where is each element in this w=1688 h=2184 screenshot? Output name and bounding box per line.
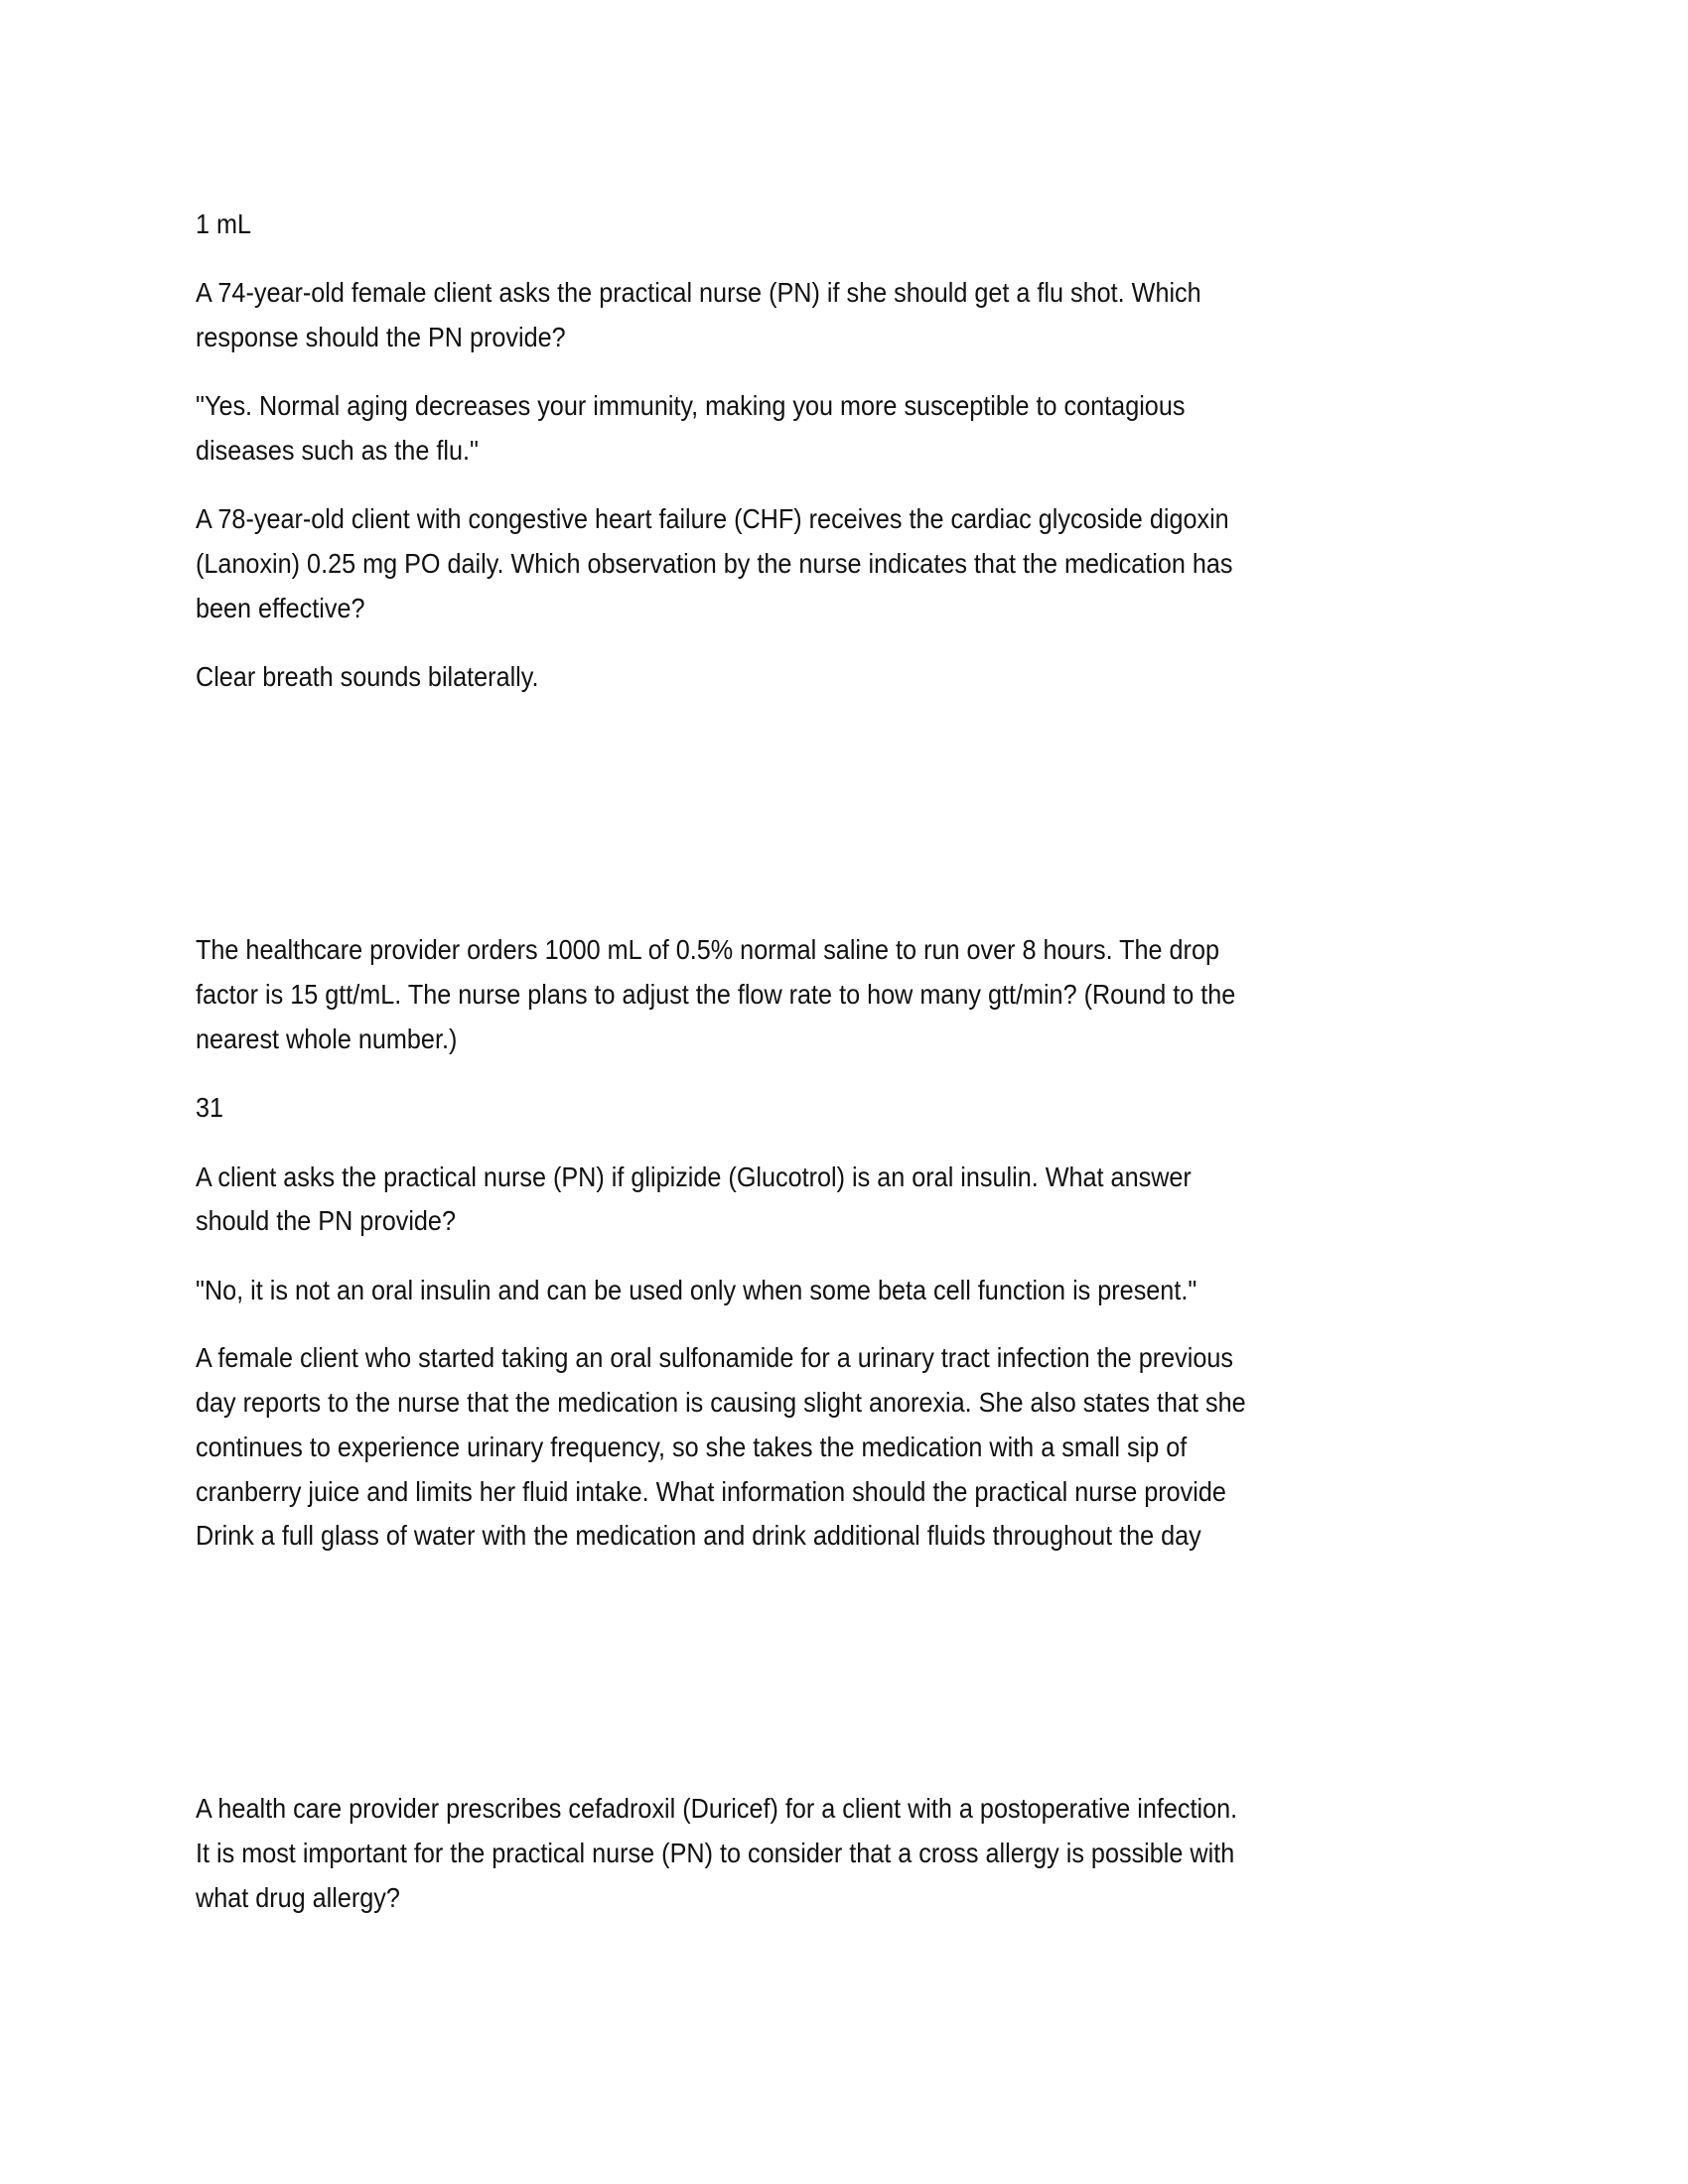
text-line: 1 mL xyxy=(196,208,252,239)
text-line: Clear breath sounds bilaterally. xyxy=(196,661,539,692)
text-line: what drug allergy? xyxy=(196,1882,400,1913)
text-line: continues to experience urinary frequency, so she takes the medication with a small sip of xyxy=(196,1432,1188,1462)
text-line: Drink a full glass of water with the medication and drink additional fluids throughout the day xyxy=(196,1520,1201,1551)
text-line: been effective? xyxy=(196,593,365,623)
text-line: (Lanoxin) 0.25 mg PO daily. Which observation by the nurse indicates that the medication has xyxy=(196,548,1233,579)
text-line: A female client who started taking an oral sulfonamide for a urinary tract infection the previous xyxy=(196,1342,1233,1373)
text-line: A 74-year-old female client asks the practical nurse (PN) if she should get a flu shot. Which xyxy=(196,277,1201,308)
text-line: nearest whole number.) xyxy=(196,1024,458,1054)
text-line: should the PN provide? xyxy=(196,1205,456,1236)
text-line: A health care provider prescribes cefadroxil (Duricef) for a client with a postoperative infection. xyxy=(196,1793,1238,1824)
text-line: 31 xyxy=(196,1092,224,1123)
text-line: "No, it is not an oral insulin and can be used only when some beta cell function is present." xyxy=(196,1275,1197,1305)
text-line: day reports to the nurse that the medication is causing slight anorexia. She also states that she xyxy=(196,1387,1246,1418)
text-line: "Yes. Normal aging decreases your immunity, making you more susceptible to contagious xyxy=(196,390,1186,421)
text-line: diseases such as the flu." xyxy=(196,435,479,466)
text-line: cranberry juice and limits her fluid intake. What information should the practical nurse provide xyxy=(196,1476,1226,1507)
text-line: A client asks the practical nurse (PN) if glipizide (Glucotrol) is an oral insulin. What answer xyxy=(196,1161,1192,1192)
text-line: It is most important for the practical nurse (PN) to consider that a cross allergy is possible with xyxy=(196,1838,1235,1868)
text-line: The healthcare provider orders 1000 mL of 0.5% normal saline to run over 8 hours. The drop xyxy=(196,934,1219,965)
text-line: factor is 15 gtt/mL. The nurse plans to adjust the flow rate to how many gtt/min? (Round to the xyxy=(196,979,1236,1010)
text-line: A 78-year-old client with congestive heart failure (CHF) receives the cardiac glycoside digoxin xyxy=(196,503,1229,534)
text-line: response should the PN provide? xyxy=(196,322,566,352)
